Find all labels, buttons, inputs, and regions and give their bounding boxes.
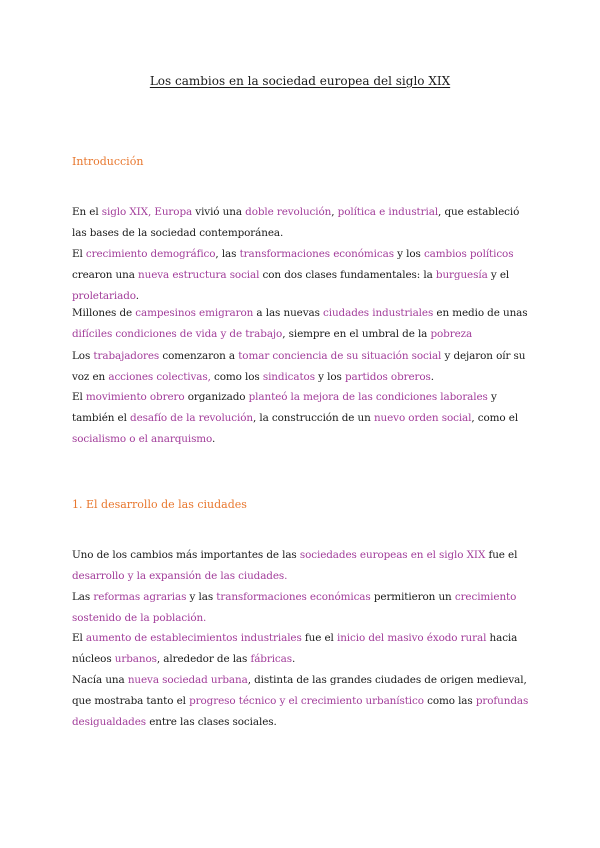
paragraph-text: y las	[186, 591, 217, 603]
highlighted-term: transformaciones económicas	[239, 248, 394, 260]
paragraph-text: organizado	[184, 391, 249, 403]
highlighted-term: socialismo o el anarquismo	[72, 433, 213, 445]
paragraph-text: entre las clases sociales.	[146, 716, 277, 728]
paragraph-text: crearon una	[72, 269, 139, 281]
paragraph-text: y dejaron oír su voz en	[72, 350, 526, 383]
paragraph-text: .	[212, 433, 216, 445]
paragraph	[72, 387, 534, 450]
paragraph-text: , siempre en el umbral de la	[282, 328, 431, 340]
paragraph-text: , como el	[471, 412, 519, 424]
highlighted-term: profundas desigualdades	[72, 695, 529, 728]
paragraph-text: fue el	[301, 632, 337, 644]
paragraph-text: .	[430, 371, 434, 383]
paragraph	[72, 628, 534, 670]
highlighted-term: cambios políticos	[423, 248, 514, 260]
highlighted-term: urbanos	[114, 653, 157, 665]
section-heading-introduccion: Introducción	[72, 155, 144, 168]
paragraph	[72, 244, 534, 307]
highlighted-term: reformas agrarias	[93, 591, 187, 603]
highlighted-term: progreso técnico y el crecimiento urbanístico	[189, 695, 424, 707]
highlighted-term: trabajadores	[93, 350, 160, 362]
highlighted-term: siglo XIX,	[101, 206, 152, 218]
paragraph-text: , que estableció las bases de la sociedad contemporánea.	[72, 206, 520, 239]
paragraph-text: a las nuevas	[253, 307, 324, 319]
paragraph-text: como las	[423, 695, 476, 707]
paragraph-text: ,	[331, 206, 338, 218]
paragraph-text: Los	[72, 350, 94, 362]
highlighted-term: proletariado	[72, 290, 136, 302]
paragraph-text: y el	[487, 269, 510, 281]
highlighted-term: partidos obreros	[344, 371, 431, 383]
highlighted-term: inicio del masivo éxodo rural	[336, 632, 487, 644]
paragraph	[72, 303, 534, 345]
paragraph-text: como los	[210, 371, 263, 383]
paragraph-text: , alrededor de las	[156, 653, 251, 665]
highlighted-term: campesinos emigraron	[135, 307, 254, 319]
highlighted-term: transformaciones económicas	[216, 591, 371, 603]
highlighted-term: nueva estructura social	[138, 269, 260, 281]
highlighted-term: crecimiento demográfico	[85, 248, 216, 260]
highlighted-term: sociedades europeas en el siglo XIX	[299, 549, 486, 561]
highlighted-term: acciones colectivas,	[108, 371, 211, 383]
paragraph-text: y los	[393, 248, 424, 260]
highlighted-term: aumento de establecimientos industriales	[85, 632, 302, 644]
paragraph	[72, 202, 534, 244]
highlighted-term: pobreza	[430, 328, 473, 340]
paragraph-text: Millones de	[72, 307, 136, 319]
paragraph-text: con dos clases fundamentales: la	[259, 269, 436, 281]
paragraph-text: fue el	[485, 549, 518, 561]
highlighted-term: burguesía	[435, 269, 488, 281]
highlighted-term: sindicatos	[262, 371, 315, 383]
highlighted-term: crecimiento sostenido de la población.	[72, 591, 517, 624]
paragraph-text: .	[291, 653, 296, 665]
paragraph-text: El	[72, 632, 86, 644]
highlighted-term: doble revolución	[245, 206, 332, 218]
highlighted-term: desarrollo y la expansión de las ciudades.	[72, 570, 288, 582]
highlighted-term: ciudades industriales	[323, 307, 434, 319]
highlighted-term: difíciles condiciones de vida y de trabajo	[72, 328, 283, 340]
paragraph-text: Uno de los cambios más importantes de las	[72, 549, 300, 561]
paragraph-text: y los	[314, 371, 345, 383]
paragraph-text: , la construcción de un	[252, 412, 374, 424]
paragraph-text: El	[72, 248, 86, 260]
paragraph-text: , distinta de las grandes ciudades de origen medieval, que mostraba tanto el	[72, 674, 527, 707]
paragraph-text: vivió una	[192, 206, 246, 218]
paragraph-text: El	[72, 391, 86, 403]
highlighted-term: planteó la mejora de las condiciones laborales	[248, 391, 488, 403]
highlighted-term: política e industrial	[337, 206, 439, 218]
paragraph-text: hacia núcleos	[72, 632, 518, 665]
highlighted-term: movimiento obrero	[85, 391, 185, 403]
document-title: Los cambios en la sociedad europea del siglo XIX	[149, 74, 451, 88]
paragraph	[72, 545, 534, 587]
highlighted-term: Europa	[154, 206, 193, 218]
paragraph-text: comenzaron a	[159, 350, 239, 362]
paragraph	[72, 587, 534, 629]
paragraph-text: y también el	[72, 391, 497, 424]
highlighted-term: desafío de la revolución	[130, 412, 253, 424]
paragraph	[72, 670, 534, 733]
paragraph-text: En el	[72, 206, 102, 218]
paragraph-text: permitieron un	[370, 591, 455, 603]
paragraph-text: Las	[72, 591, 94, 603]
section-heading-desarrollo-ciudades: 1. El desarrollo de las ciudades	[72, 498, 247, 511]
highlighted-term: nueva sociedad urbana	[127, 674, 248, 686]
highlighted-term: nuevo orden social	[373, 412, 472, 424]
paragraph-text: Nacía una	[72, 674, 128, 686]
paragraph-text: , las	[215, 248, 240, 260]
highlighted-term: tomar conciencia de su situación social	[238, 350, 442, 362]
highlighted-term: fábricas	[250, 653, 292, 665]
paragraph-text: en medio de unas	[433, 307, 528, 319]
paragraph-text: .	[135, 290, 139, 302]
paragraph	[72, 346, 534, 388]
